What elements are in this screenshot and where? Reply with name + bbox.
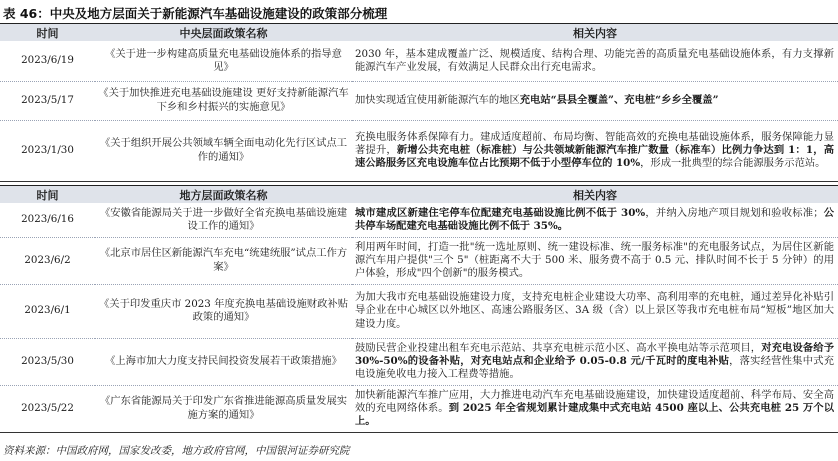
- row-policy-name: 《安徽省能源局关于进一步做好全省充换电基础设施建设工作的通知》: [95, 203, 352, 237]
- row-date: 2023/5/30: [0, 338, 95, 385]
- content-text: 加快新能源汽车推广应用，大力推进电动汽车充电基础设施建设，加快建设适度超前、科学布局、安全高效的充电网络体系。: [355, 388, 834, 414]
- table-row: [0, 284, 838, 338]
- content-text: 2030 年，基本建成覆盖广泛、规模适度、结构合理、功能完善的高质量充电基础设施体系，有力支撑新能源汽车产业发展，有效满足人民群众出行充电需求。: [355, 47, 834, 73]
- content-highlight: 城市建成区新建住宅停车位配建充电基础设施比例不低于 30%: [355, 206, 646, 219]
- row-content: [352, 284, 838, 338]
- row-content: [352, 41, 838, 81]
- row-content: [352, 203, 838, 237]
- row-content: [352, 338, 838, 385]
- content-text: ，形成一批典型的综合能源服务示范站。: [640, 157, 826, 170]
- row-policy-name: 《上海市加大力度支持民间投资发展若干政策措施》: [95, 338, 352, 385]
- row-date: 2023/5/17: [0, 81, 95, 120]
- content-text: 加快实现适宜使用新能源汽车的地区: [355, 93, 520, 106]
- row-date: 2023/6/1: [0, 284, 95, 338]
- header-policy: 地方层面政策名称: [95, 186, 352, 204]
- row-date: 2023/6/19: [0, 41, 95, 81]
- table-row: [0, 120, 838, 181]
- row-content: [352, 81, 838, 120]
- row-date: 2023/6/2: [0, 237, 95, 284]
- row-content: [352, 120, 838, 181]
- row-date: 2023/6/16: [0, 203, 95, 237]
- row-date: 2023/1/30: [0, 120, 95, 181]
- table-title: 表 46：中央及地方层面关于新能源汽车基础设施建设的政策部分梳理: [3, 6, 388, 21]
- content-text: ，落实经营性集中式充电设施免收电力接入工程费等措施。: [355, 354, 834, 381]
- table-row: [0, 237, 838, 284]
- table-row: [0, 385, 838, 432]
- table-row: [0, 41, 838, 81]
- local-header-row: [0, 186, 838, 204]
- row-policy-name: 《关于进一步构建高质量充电基础设施体系的指导意见》: [95, 41, 352, 81]
- row-policy-name: 《关于组织开展公共领域车辆全面电动化先行区试点工作的通知》: [95, 120, 352, 181]
- header-date: 时间: [0, 24, 95, 42]
- content-highlight: 对充电设备给予 30%-50%的设备补贴，对充电站点和企业给予 0.05-0.8 元/千瓦时的度电补贴: [355, 341, 835, 367]
- content-text: 利用两年时间，打造一批"统一选址原则、统一建设标准、统一服务标准"的充电服务试点，为居住区新能源汽车用户提供"三个 5"（桩距离不大于 500 米、服务费不高于 0.5 元、排队时间不长于 5 分钟）的用户体验，形成"四个创新"的服务模式。: [355, 240, 834, 280]
- header-date: 时间: [0, 186, 95, 204]
- row-policy-name: 《广东省能源局关于印发广东省推进能源高质量发展实施方案的通知》: [95, 385, 352, 432]
- content-text: 为加大我市充电基础设施建设力度，支持充电桩企业建设大功率、高利用率的充电桩，通过差异化补贴引导企业在中心城区以外地区、高速公路服务区、3A 级（含）以上景区等我市充电桩布局“短板”地区加大建设力度。: [355, 291, 834, 330]
- content-text: 鼓励民营企业投建出租车充电示范站、共享充电桩示范小区、高水平换电站等示范项目，: [355, 341, 762, 354]
- content-highlight: 到 2025 年全省规划累计建成集中式充电站 4500 座以上、公共充电桩 25 万个以上。: [355, 401, 835, 428]
- central-policy-table: [0, 23, 838, 182]
- local-policy-table: [0, 185, 838, 433]
- row-content: [352, 237, 838, 284]
- table-row: [0, 203, 838, 237]
- content-text: 充换电服务体系保障有力。建成适度超前、布局均衡、智能高效的充换电基础设施体系，服务保障能力显著提升，: [355, 130, 834, 156]
- row-policy-name: 《关于印发重庆市 2023 年度充换电基础设施财政补贴政策的通知》: [95, 284, 352, 338]
- source-note: 资料来源：中国政府网，国家发改委，地方政府官网，中国银河证券研究院: [3, 445, 350, 457]
- content-highlight: 公共停车场配建充电基础设施比例不低于 35%。: [355, 206, 835, 232]
- row-date: 2023/5/22: [0, 385, 95, 432]
- table-row: [0, 81, 838, 120]
- content-highlight: 新增公共充电桩（标准桩）与公共领域新能源汽车推广数量（标准车）比例力争达到 1：1，高速公路服务区充电设施车位占比预期不低于小型停车位的 10%: [355, 143, 834, 170]
- central-header-row: [0, 24, 838, 42]
- header-content: 相关内容: [352, 24, 838, 42]
- row-policy-name: 《关于加快推进充电基础设施建设 更好支持新能源汽车下乡和乡村振兴的实施意见》: [95, 81, 352, 120]
- row-content: [352, 385, 838, 432]
- header-content: 相关内容: [352, 186, 838, 204]
- content-highlight: 充电站“县县全覆盖”、充电桩“乡乡全覆盖”: [519, 93, 719, 106]
- content-text: ，并纳入房地产项目规划和验收标准；: [645, 206, 824, 219]
- table-row: [0, 338, 838, 385]
- header-policy: 中央层面政策名称: [95, 24, 352, 42]
- row-policy-name: 《北京市居住区新能源汽车充电“统建统服”试点工作方案》: [95, 237, 352, 284]
